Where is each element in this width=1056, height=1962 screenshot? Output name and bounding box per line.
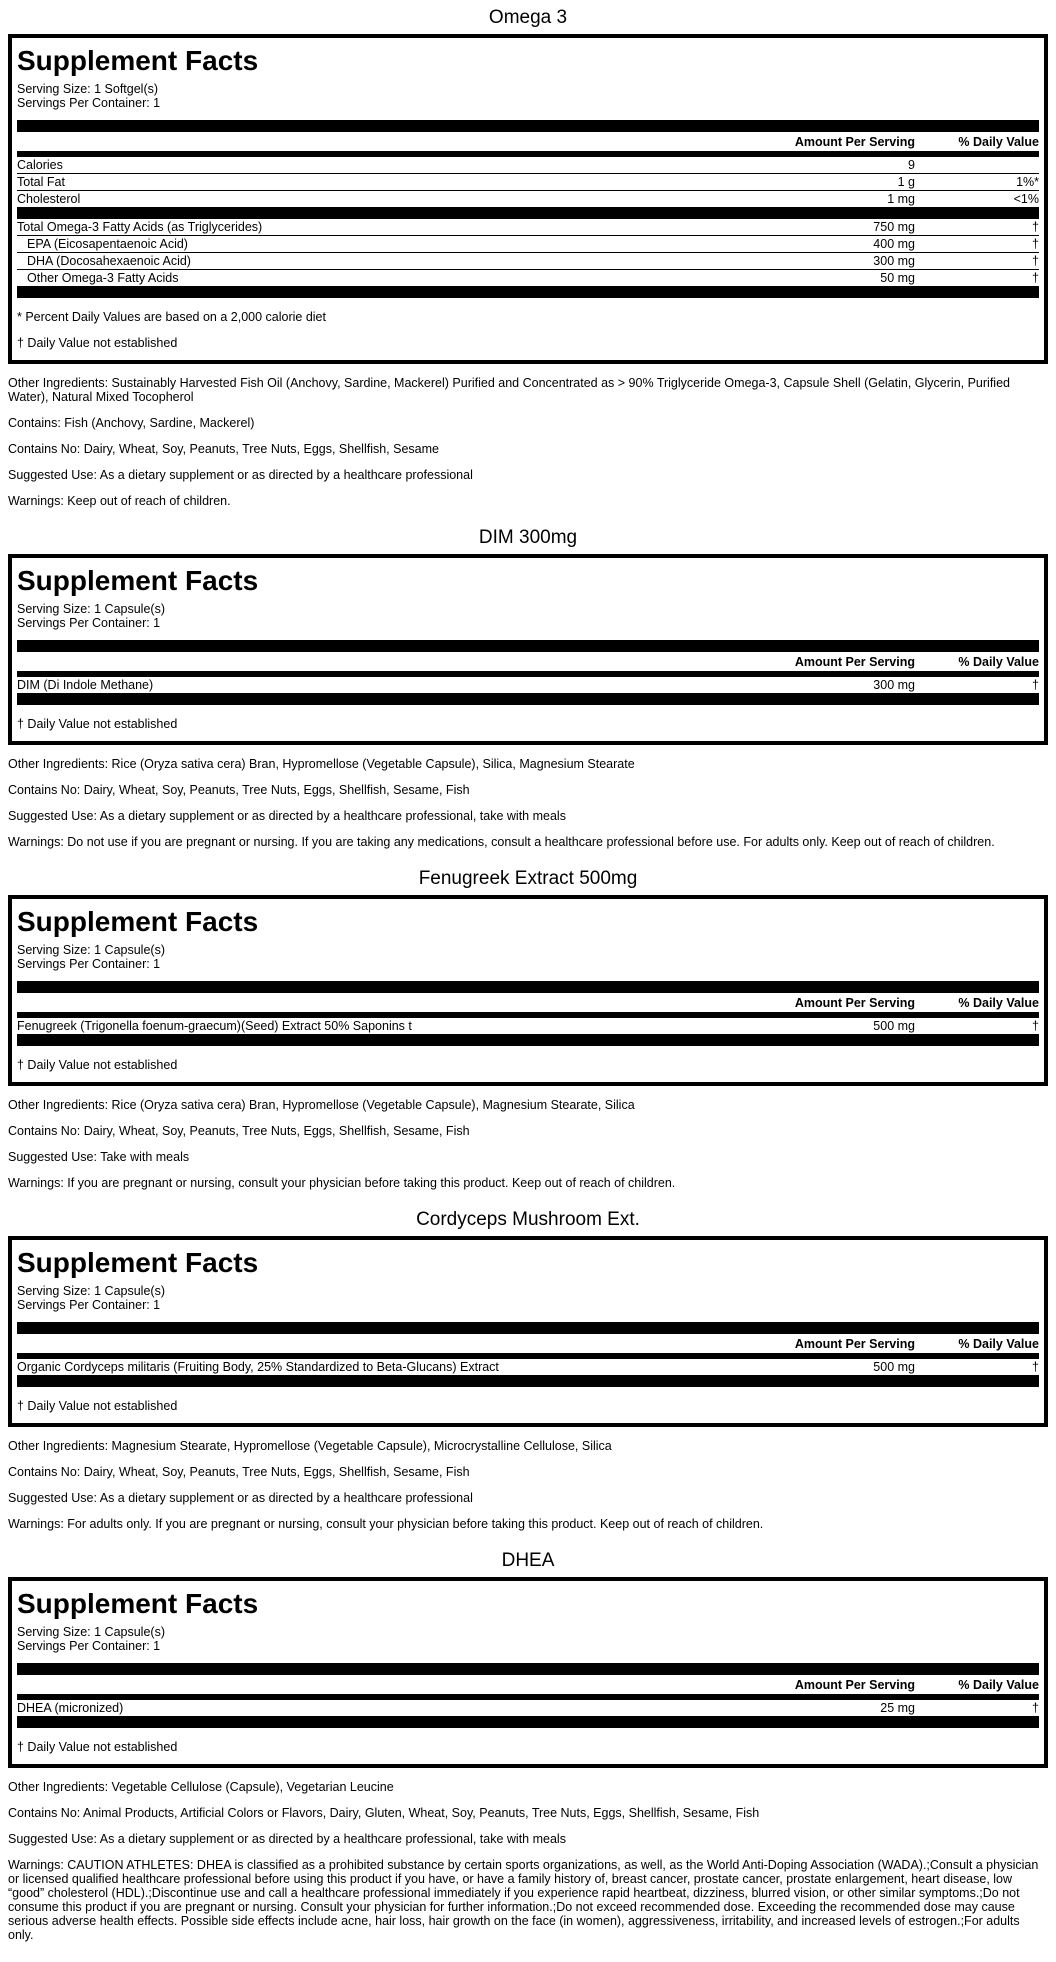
servings-per-container: Servings Per Container: 1 — [17, 1298, 161, 1312]
product-section — [8, 1202, 1048, 1531]
nutrient-row — [17, 1700, 1039, 1716]
thick-divider — [17, 981, 1039, 993]
nutrient-row — [17, 253, 1039, 270]
supplement-facts-heading: Supplement Facts — [17, 565, 259, 596]
amount-per-serving-header: Amount Per Serving — [794, 1337, 915, 1351]
thick-divider — [17, 1034, 1039, 1046]
supplement-facts-panel — [8, 554, 1048, 745]
nutrient-amount: 9 — [908, 158, 915, 172]
product-title: Omega 3 — [488, 7, 568, 28]
servings-per-container: Servings Per Container: 1 — [17, 1639, 161, 1653]
supplement-facts-heading: Supplement Facts — [17, 1247, 259, 1278]
product-title: DHEA — [501, 1550, 555, 1571]
table-header — [17, 993, 1039, 1018]
product-section — [8, 1543, 1048, 1942]
nutrient-row — [17, 270, 1039, 286]
nutrient-daily-value: 1%* — [1016, 175, 1039, 189]
product-info-paragraph: Warnings: CAUTION ATHLETES: DHEA is classified as a prohibited substance by certain sports organizations, as well, as the World Anti-Doping Association (WADA).;Consult a physician or licensed qualified healthcare professional before using this product if you have, or have a family history of, breast cancer, prostate cancer, prostate enlargement, heart disease, low “good” cholesterol (HDL).;Discontinue use and call a healthcare professional immediately if you experience rapid heartbeat, dizziness, blurred vision, or other similar symptoms.;Do not consume this product if you are pregnant or nursing. Consult your physician for further information.;Do not exceed recommended dose. Exceeding the recommended dose may cause serious adverse health effects. Possible side effects include acne, hair loss, hair growth on the face (in women), aggressiveness, irritability, and increased levels of estrogen.;For adults only. — [8, 1858, 1039, 1942]
table-header — [17, 652, 1039, 677]
nutrient-name: Cholesterol — [17, 192, 81, 206]
daily-value-header: % Daily Value — [958, 1678, 1039, 1692]
table-header — [17, 1675, 1039, 1700]
nutrient-row — [17, 1359, 1039, 1375]
header-spacer — [17, 993, 715, 1012]
product-info-paragraph: Other Ingredients: Vegetable Cellulose (Capsule), Vegetarian Leucine — [8, 1780, 394, 1794]
product-title: DIM 300mg — [478, 527, 578, 548]
supplement-facts-panel — [8, 1577, 1048, 1768]
table-header — [17, 1334, 1039, 1359]
servings-per-container: Servings Per Container: 1 — [17, 957, 161, 971]
nutrient-name: Other Omega-3 Fatty Acids — [27, 271, 179, 285]
nutrient-amount: 300 mg — [873, 678, 915, 692]
product-info-paragraph: Suggested Use: Take with meals — [8, 1150, 190, 1164]
nutrient-amount: 50 mg — [880, 271, 915, 285]
nutrient-name: Total Fat — [17, 175, 65, 189]
supplement-facts-panel — [8, 34, 1048, 364]
servings-per-container: Servings Per Container: 1 — [17, 96, 161, 110]
product-info-paragraph: Contains No: Dairy, Wheat, Soy, Peanuts, Tree Nuts, Eggs, Shellfish, Sesame, Fish — [8, 783, 470, 797]
footnote: † Daily Value not established — [17, 717, 178, 731]
nutrient-name: DHEA (micronized) — [17, 1701, 124, 1715]
daily-value-header: % Daily Value — [958, 655, 1039, 669]
product-title: Cordyceps Mushroom Ext. — [416, 1209, 640, 1230]
supplement-facts-heading: Supplement Facts — [17, 45, 259, 76]
serving-size: Serving Size: 1 Capsule(s) — [17, 1625, 165, 1639]
supplement-facts-heading: Supplement Facts — [17, 906, 259, 937]
header-spacer — [17, 132, 715, 151]
thick-divider — [17, 693, 1039, 705]
product-info-paragraph: Suggested Use: As a dietary supplement or as directed by a healthcare professional — [8, 468, 473, 482]
nutrient-daily-value: † — [1032, 1019, 1039, 1033]
product-info-paragraph: Contains No: Dairy, Wheat, Soy, Peanuts, Tree Nuts, Eggs, Shellfish, Sesame — [8, 442, 439, 456]
amount-per-serving-header: Amount Per Serving — [794, 996, 915, 1010]
nutrient-name: Organic Cordyceps militaris (Fruiting Body, 25% Standardized to Beta-Glucans) Extract — [17, 1360, 499, 1374]
product-info-paragraph: Other Ingredients: Rice (Oryza sativa cera) Bran, Hypromellose (Vegetable Capsule), Magnesium Stearate, Silica — [8, 1098, 635, 1112]
serving-size: Serving Size: 1 Capsule(s) — [17, 943, 165, 957]
product-info-paragraph: Warnings: Do not use if you are pregnant or nursing. If you are taking any medications, consult a healthcare professional before use. For adults only. Keep out of reach of children. — [8, 835, 995, 849]
header-spacer — [17, 1675, 715, 1694]
product-section — [8, 0, 1048, 508]
serving-size: Serving Size: 1 Capsule(s) — [17, 602, 165, 616]
thick-divider — [17, 120, 1039, 132]
header-spacer — [17, 1334, 715, 1353]
footnote: † Daily Value not established — [17, 1740, 178, 1754]
nutrient-daily-value: † — [1032, 220, 1039, 234]
product-info-paragraph: Contains: Fish (Anchovy, Sardine, Mackerel) — [8, 416, 255, 430]
thick-divider — [17, 1375, 1039, 1387]
nutrient-name: DHA (Docosahexaenoic Acid) — [27, 254, 191, 268]
nutrient-row — [17, 174, 1039, 191]
amount-per-serving-header: Amount Per Serving — [794, 1678, 915, 1692]
nutrient-row — [17, 219, 1039, 236]
nutrient-daily-value: † — [1032, 1701, 1039, 1715]
nutrient-daily-value: † — [1032, 271, 1039, 285]
product-info-paragraph: Warnings: If you are pregnant or nursing, consult your physician before taking this product. Keep out of reach of children. — [8, 1176, 676, 1190]
product-section — [8, 520, 1048, 849]
product-section — [8, 861, 1048, 1190]
nutrient-name: Total Omega-3 Fatty Acids (as Triglycerides) — [17, 220, 263, 234]
thick-divider — [17, 286, 1039, 298]
daily-value-header: % Daily Value — [958, 135, 1039, 149]
nutrient-amount: 500 mg — [873, 1360, 915, 1374]
product-info-paragraph: Contains No: Animal Products, Artificial Colors or Flavors, Dairy, Gluten, Wheat, Soy, Peanuts, Tree Nuts, Eggs, Shellfish, Sesame, Fish — [8, 1806, 760, 1820]
product-info-paragraph: Other Ingredients: Rice (Oryza sativa cera) Bran, Hypromellose (Vegetable Capsule), Silica, Magnesium Stearate — [8, 757, 635, 771]
nutrient-daily-value: † — [1032, 254, 1039, 268]
serving-size: Serving Size: 1 Softgel(s) — [17, 82, 159, 96]
header-spacer — [17, 652, 715, 671]
thick-divider — [17, 1322, 1039, 1334]
nutrient-daily-value: <1% — [1013, 192, 1039, 206]
product-info-paragraph: Suggested Use: As a dietary supplement or as directed by a healthcare professional, take with meals — [8, 809, 566, 823]
thick-divider — [17, 207, 1039, 219]
product-title: Fenugreek Extract 500mg — [418, 868, 638, 889]
table-header — [17, 132, 1039, 157]
footnote: † Daily Value not established — [17, 336, 178, 350]
nutrient-row — [17, 157, 1039, 174]
nutrient-amount: 400 mg — [873, 237, 915, 251]
supplement-facts-panel — [8, 895, 1048, 1086]
nutrient-name: Calories — [17, 158, 63, 172]
nutrient-name: Fenugreek (Trigonella foenum-graecum)(Seed) Extract 50% Saponins t — [17, 1019, 412, 1033]
nutrient-name: DIM (Di Indole Methane) — [17, 678, 154, 692]
product-info-paragraph: Suggested Use: As a dietary supplement or as directed by a healthcare professional, take with meals — [8, 1832, 566, 1846]
nutrient-daily-value — [915, 157, 1039, 173]
nutrient-amount: 1 mg — [887, 192, 915, 206]
nutrient-amount: 25 mg — [880, 1701, 915, 1715]
nutrient-row — [17, 1018, 1039, 1034]
product-info-paragraph: Other Ingredients: Magnesium Stearate, Hypromellose (Vegetable Capsule), Microcrystalline Cellulose, Silica — [8, 1439, 612, 1453]
nutrient-row — [17, 677, 1039, 693]
product-info-paragraph: Suggested Use: As a dietary supplement or as directed by a healthcare professional — [8, 1491, 473, 1505]
amount-per-serving-header: Amount Per Serving — [794, 135, 915, 149]
serving-size: Serving Size: 1 Capsule(s) — [17, 1284, 165, 1298]
nutrient-amount: 1 g — [897, 175, 915, 189]
thick-divider — [17, 1663, 1039, 1675]
nutrient-daily-value: † — [1032, 237, 1039, 251]
thick-divider — [17, 1716, 1039, 1728]
footnote: † Daily Value not established — [17, 1058, 178, 1072]
nutrient-name: EPA (Eicosapentaenoic Acid) — [27, 237, 188, 251]
product-info-paragraph: Warnings: For adults only. If you are pregnant or nursing, consult your physician before taking this product. Keep out of reach of children. — [8, 1517, 764, 1531]
nutrient-row — [17, 236, 1039, 253]
product-info-paragraph: Other Ingredients: Sustainably Harvested Fish Oil (Anchovy, Sardine, Mackerel) Purified and Concentrated as > 90% Triglyceride Omega-3, Capsule Shell (Gelatin, Glycerin, Purified Water), Natural Mixed Tocopherol — [8, 376, 1010, 404]
servings-per-container: Servings Per Container: 1 — [17, 616, 161, 630]
daily-value-header: % Daily Value — [958, 1337, 1039, 1351]
amount-per-serving-header: Amount Per Serving — [794, 655, 915, 669]
nutrient-amount: 750 mg — [873, 220, 915, 234]
footnote: * Percent Daily Values are based on a 2,000 calorie diet — [17, 310, 326, 324]
thick-divider — [17, 640, 1039, 652]
nutrient-daily-value: † — [1032, 678, 1039, 692]
product-info-paragraph: Contains No: Dairy, Wheat, Soy, Peanuts, Tree Nuts, Eggs, Shellfish, Sesame, Fish — [8, 1124, 470, 1138]
product-info-paragraph: Warnings: Keep out of reach of children. — [8, 494, 231, 508]
supplement-facts-heading: Supplement Facts — [17, 1588, 259, 1619]
nutrient-row — [17, 191, 1039, 207]
supplement-facts-panel — [8, 1236, 1048, 1427]
nutrient-daily-value: † — [1032, 1360, 1039, 1374]
footnote: † Daily Value not established — [17, 1399, 178, 1413]
nutrient-amount: 300 mg — [873, 254, 915, 268]
daily-value-header: % Daily Value — [958, 996, 1039, 1010]
nutrient-amount: 500 mg — [873, 1019, 915, 1033]
product-info-paragraph: Contains No: Dairy, Wheat, Soy, Peanuts, Tree Nuts, Eggs, Shellfish, Sesame, Fish — [8, 1465, 470, 1479]
